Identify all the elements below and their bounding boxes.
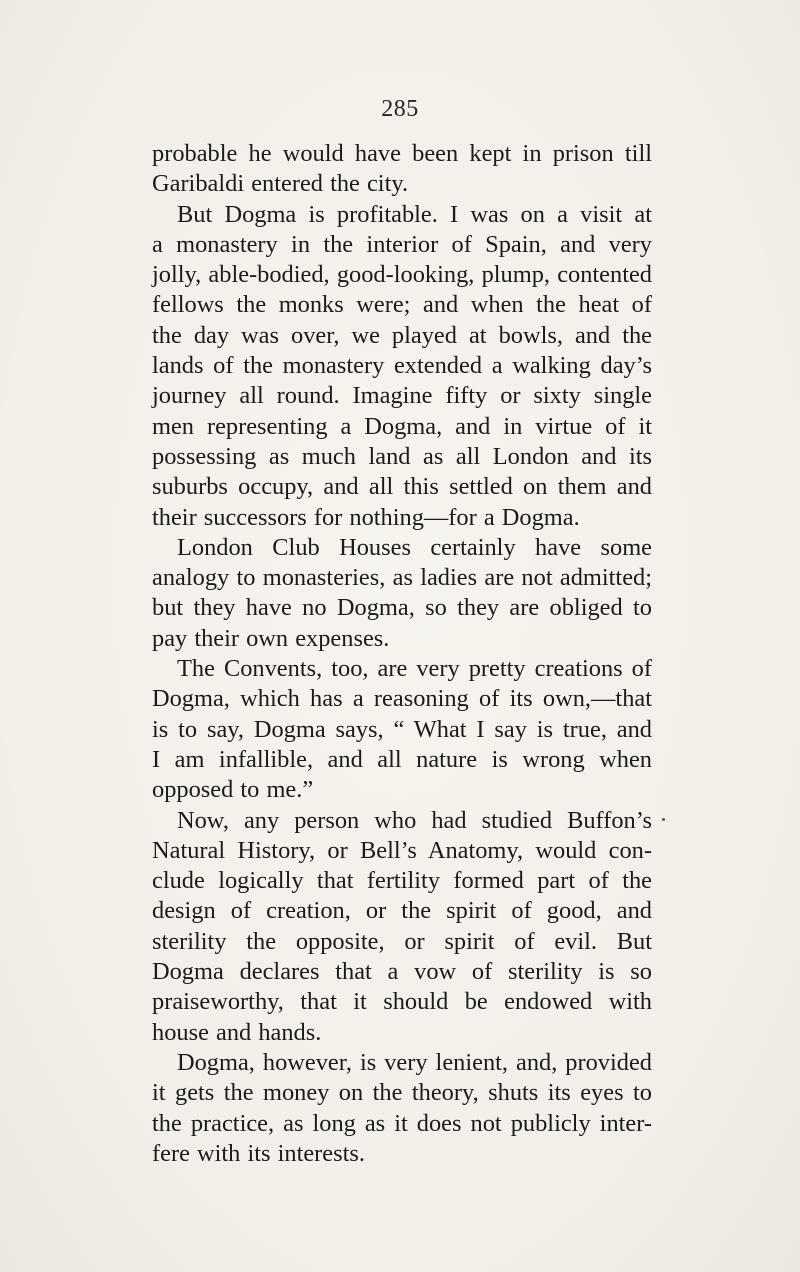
text-line: Natural History, or Bell’s Anatomy, would con- (152, 836, 652, 864)
text-line: analogy to monasteries, as ladies are not admitted; (152, 564, 652, 592)
text-line: fellows the monks were; and when the heat of (152, 291, 652, 319)
text-line: is to say, Dogma says, “ What I say is true, and (152, 715, 652, 743)
text-line: Dogma, however, is very lenient, and, provided (177, 1048, 652, 1076)
text-line: Now, any person who had studied Buffon’s (177, 806, 652, 834)
text-line: opposed to me.” (152, 776, 314, 804)
text-line: probable he would have been kept in prison till (152, 140, 652, 167)
text-line: it gets the money on the theory, shuts its eyes to (152, 1079, 652, 1107)
text-line: pay their own expenses. (152, 624, 390, 652)
text-line: men representing a Dogma, and in virtue of it (152, 412, 652, 440)
text-line: their successors for nothing—for a Dogma. (152, 503, 580, 531)
text-line: fere with its interests. (152, 1139, 365, 1167)
text-line: praiseworthy, that it should be endowed with (152, 988, 652, 1016)
text-line: London Club Houses certainly have some (177, 533, 652, 561)
text-line: design of creation, or the spirit of good, and (152, 897, 652, 925)
text-line: journey all round. Imagine fifty or sixty single (152, 382, 652, 410)
text-line: a monastery in the interior of Spain, and very (152, 230, 652, 258)
page-number: 285 (381, 96, 419, 122)
text-line: house and hands. (152, 1018, 322, 1046)
text-line: but they have no Dogma, so they are obliged to (152, 594, 652, 622)
text-line: the practice, as long as it does not publicly inter- (152, 1109, 652, 1137)
text-line: Dogma declares that a vow of sterility is so (152, 958, 652, 986)
text-line: lands of the monastery extended a walking day’s (152, 352, 652, 380)
text-line: clude logically that fertility formed part of the (152, 867, 652, 895)
text-line: Dogma, which has a reasoning of its own,—that (152, 685, 652, 713)
ink-speck (662, 818, 665, 821)
text-line: The Convents, too, are very pretty creations of (177, 655, 652, 683)
text-line: jolly, able-bodied, good-looking, plump, contented (152, 261, 652, 289)
text-line: possessing as much land as all London and its (152, 442, 652, 470)
text-line: the day was over, we played at bowls, and the (152, 321, 652, 349)
body-text (152, 139, 652, 1169)
text-line: sterility the opposite, or spirit of evil. But (152, 927, 652, 955)
text-line: But Dogma is profitable. I was on a visit at (177, 200, 652, 228)
text-line: I am infallible, and all nature is wrong when (152, 745, 652, 773)
text-line: suburbs occupy, and all this settled on them and (152, 473, 652, 501)
text-line: Garibaldi entered the city. (152, 170, 409, 198)
